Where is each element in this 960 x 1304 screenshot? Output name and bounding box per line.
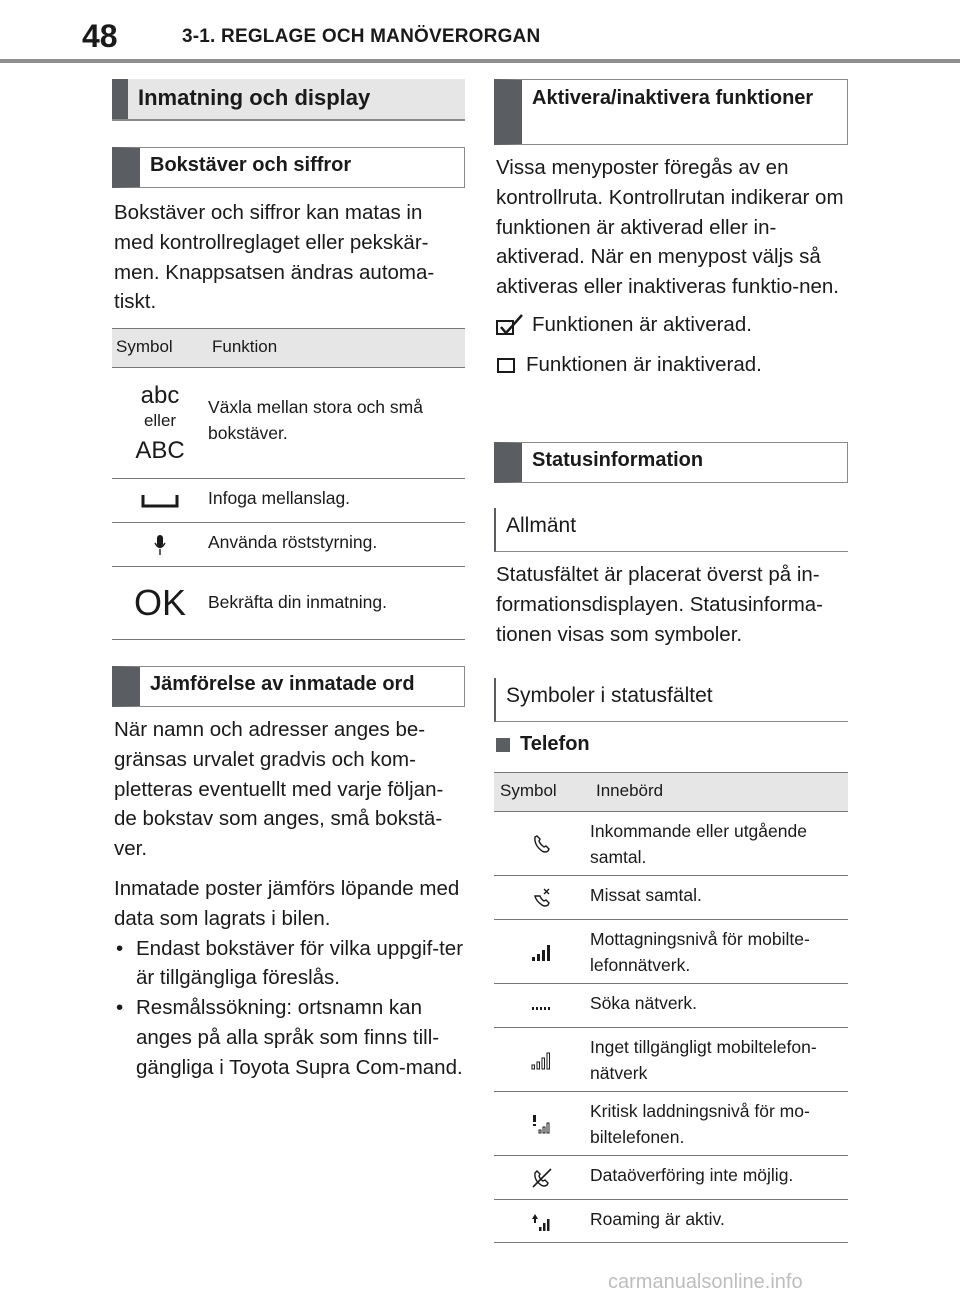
subheading-status-symbols-text: Symboler i statusfältet	[506, 684, 713, 707]
list-item: • Endast bokstäver för vilka uppgif-ter är tillgängliga föreslås.	[114, 934, 464, 994]
row-description: Infoga mellanslag.	[208, 488, 351, 508]
activate-functions-text: Vissa menyposter föregås av en kontrollruta. Kontrollrutan indikerar om funktionen är aktiverad eller in-aktiverad. När en menypost väljs så aktiveras eller inaktiveras funktio-nen.	[496, 156, 844, 299]
word-comparison-text-2: Inmatade poster jämförs löpande med data som lagrats i bilen.	[114, 876, 460, 930]
phone-status-table	[494, 772, 848, 1243]
section-heading-text: Inmatning och display	[138, 85, 371, 110]
square-bullet-icon	[496, 738, 510, 752]
column-header-symbol: Symbol	[500, 781, 557, 800]
lowercase-abc-symbol: abc	[140, 381, 180, 409]
subheading-general-text: Allmänt	[506, 514, 577, 537]
table-header	[494, 773, 848, 812]
row-description: Roaming är aktiv.	[590, 1209, 725, 1229]
roaming-icon	[494, 1200, 590, 1243]
column-header-function: Funktion	[212, 337, 278, 356]
table-row	[112, 479, 465, 523]
row-description: Inget tillgängligt mobiltelefon-nätverk	[590, 1037, 817, 1083]
or-label: eller	[143, 410, 177, 430]
activate-functions-paragraph	[496, 153, 846, 388]
no-data-icon	[494, 1156, 590, 1199]
table-row	[494, 1156, 848, 1200]
chapter-title: 3-1. REGLAGE OCH MANÖVERORGAN	[182, 26, 541, 47]
subheading-word-comparison	[112, 666, 465, 707]
table-row	[112, 567, 465, 639]
checkbox-unchecked-icon	[496, 355, 518, 375]
subheading-activate-functions	[494, 79, 848, 145]
critical-battery-icon	[494, 1092, 590, 1155]
checkbox-checked-icon	[496, 314, 524, 336]
subheading-letters-digits-text: Bokstäver och siffror	[150, 154, 352, 176]
table-row	[494, 1092, 848, 1156]
word-comparison-text-1: När namn och adresser anges be-gränsas urvalet gradvis och kom-pletteras eventuellt med varje följan-de bokstav som anges, små bokstä-ver.	[114, 718, 444, 861]
row-description: Växla mellan stora och små bokstäver.	[208, 397, 423, 443]
row-description: Bekräfta din inmatning.	[208, 592, 387, 612]
word-comparison-paragraph	[114, 715, 464, 1083]
row-description: Använda röststyrning.	[208, 532, 378, 552]
telefon-label: Telefon	[520, 733, 590, 755]
watermark: carmanualsonline.info	[608, 1271, 803, 1293]
column-header-meaning: Innebörd	[596, 781, 664, 800]
section-heading-underline	[112, 119, 465, 121]
subheading-letters-digits	[112, 147, 465, 188]
subheading-general	[494, 508, 848, 552]
unchecked-line	[496, 350, 846, 380]
microphone-icon	[112, 523, 208, 566]
subheading-activate-functions-text: Aktivera/inaktivera funktioner	[532, 87, 814, 109]
row-description: Dataöverföring inte möjlig.	[590, 1165, 794, 1185]
page-number: 48	[82, 18, 118, 54]
space-bar-icon	[112, 479, 208, 522]
table-row	[494, 984, 848, 1028]
general-paragraph	[496, 560, 846, 657]
row-description: Mottagningsnivå för mobilte-lefonnätverk.	[590, 929, 810, 975]
phone-call-icon	[494, 812, 590, 875]
telefon-heading	[496, 733, 590, 756]
row-description: Söka nätverk.	[590, 993, 697, 1013]
subheading-status-info	[494, 442, 848, 483]
table-header	[112, 329, 465, 368]
input-symbols-table	[112, 328, 465, 640]
ok-symbol: OK	[133, 582, 186, 623]
letters-digits-text: Bokstäver och siffror kan matas in med kontrollreglaget eller pekskär-men. Knappsatsen ändras automa-tiskt.	[114, 201, 435, 314]
case-toggle-symbol	[112, 368, 208, 478]
letters-digits-paragraph	[114, 198, 464, 325]
signal-strength-icon	[494, 920, 590, 983]
list-item: • Resmålssökning: ortsnamn kan anges på alla språk som finns till-gängliga i Toyota Supra Com-mand.	[114, 993, 464, 1082]
section-heading	[112, 79, 465, 119]
row-description: Inkommande eller utgående samtal.	[590, 821, 807, 867]
row-description: Kritisk laddningsnivå för mo-biltelefonen.	[590, 1101, 810, 1147]
subheading-word-comparison-text: Jämförelse av inmatade ord	[150, 673, 415, 695]
uppercase-abc-symbol: ABC	[135, 436, 185, 464]
row-description: Missat samtal.	[590, 885, 702, 905]
column-header-symbol: Symbol	[116, 337, 173, 356]
table-row	[494, 876, 848, 920]
general-text: Statusfältet är placerat överst på in-formationsdisplayen. Statusinforma-tionen visas som symboler.	[496, 563, 824, 646]
subheading-status-info-text: Statusinformation	[532, 449, 704, 471]
table-row	[494, 812, 848, 876]
table-row	[494, 1028, 848, 1092]
subheading-status-symbols	[494, 678, 848, 722]
header-rule	[0, 59, 960, 63]
table-row	[112, 368, 465, 479]
table-row	[494, 920, 848, 984]
no-network-icon	[494, 1028, 590, 1091]
table-row	[494, 1200, 848, 1243]
checked-text: Funktionen är aktiverad.	[532, 312, 752, 336]
unchecked-text: Funktionen är inaktiverad.	[526, 352, 762, 376]
network-search-icon	[494, 984, 590, 1027]
checked-line	[496, 310, 846, 340]
table-row	[112, 523, 465, 567]
missed-call-icon	[494, 876, 590, 919]
